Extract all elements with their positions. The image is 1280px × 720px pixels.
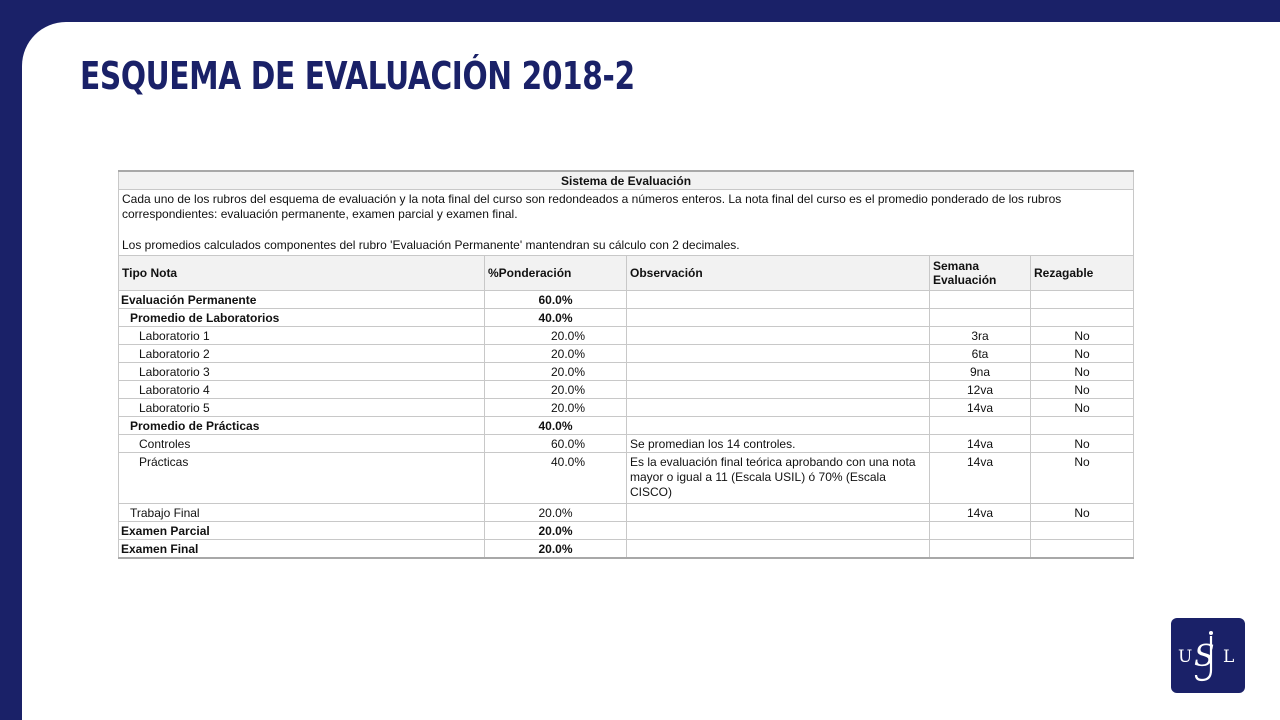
cell-tipo: Promedio de Prácticas <box>119 417 485 435</box>
header-rezagable: Rezagable <box>1031 256 1134 291</box>
usil-logo-mark <box>1171 618 1245 693</box>
cell-semana: 14va <box>930 453 1031 504</box>
cell-semana <box>930 417 1031 435</box>
table-row <box>119 540 1134 559</box>
table-row <box>119 381 1134 399</box>
cell-ponderacion: 40.0% <box>485 453 627 504</box>
cell-observacion <box>627 291 930 309</box>
page-title: ESQUEMA DE EVALUACIÓN 2018-2 <box>80 54 635 98</box>
cell-tipo: Laboratorio 2 <box>119 345 485 363</box>
header-tipo-nota: Tipo Nota <box>119 256 485 291</box>
description-paragraph-2: Los promedios calculados componentes del rubro 'Evaluación Permanente' mantendran su cálculo con 2 decimales. <box>122 238 740 252</box>
cell-semana: 9na <box>930 363 1031 381</box>
cell-tipo: Controles <box>119 435 485 453</box>
cell-observacion: Se promedian los 14 controles. <box>627 435 930 453</box>
table-description-row <box>119 190 1134 256</box>
cell-tipo: Examen Final <box>119 540 485 559</box>
cell-observacion <box>627 363 930 381</box>
cell-semana: 14va <box>930 435 1031 453</box>
cell-semana: 14va <box>930 399 1031 417</box>
cell-observacion <box>627 345 930 363</box>
cell-semana: 14va <box>930 504 1031 522</box>
cell-rezagable <box>1031 522 1134 540</box>
cell-semana: 12va <box>930 381 1031 399</box>
cell-tipo: Promedio de Laboratorios <box>119 309 485 327</box>
table-row <box>119 309 1134 327</box>
cell-tipo: Trabajo Final <box>119 504 485 522</box>
cell-rezagable: No <box>1031 327 1134 345</box>
cell-ponderacion: 60.0% <box>485 435 627 453</box>
header-observacion: Observación <box>627 256 930 291</box>
cell-tipo: Laboratorio 1 <box>119 327 485 345</box>
table-row <box>119 327 1134 345</box>
cell-semana <box>930 291 1031 309</box>
cell-ponderacion: 20.0% <box>485 381 627 399</box>
cell-rezagable: No <box>1031 399 1134 417</box>
cell-ponderacion: 20.0% <box>485 399 627 417</box>
cell-observacion <box>627 327 930 345</box>
cell-rezagable: No <box>1031 504 1134 522</box>
cell-observacion <box>627 417 930 435</box>
cell-rezagable <box>1031 309 1134 327</box>
header-ponderacion: %Ponderación <box>485 256 627 291</box>
usil-logo <box>1171 618 1245 693</box>
cell-ponderacion: 60.0% <box>485 291 627 309</box>
table-description <box>119 190 1134 256</box>
table-row <box>119 417 1134 435</box>
table-row <box>119 435 1134 453</box>
cell-ponderacion: 20.0% <box>485 540 627 559</box>
cell-tipo: Laboratorio 4 <box>119 381 485 399</box>
table-row <box>119 522 1134 540</box>
table-row <box>119 399 1134 417</box>
evaluation-table <box>118 170 1134 559</box>
cell-ponderacion: 40.0% <box>485 309 627 327</box>
cell-observacion <box>627 522 930 540</box>
cell-rezagable: No <box>1031 381 1134 399</box>
cell-observacion <box>627 540 930 559</box>
cell-ponderacion: 20.0% <box>485 522 627 540</box>
cell-observacion <box>627 381 930 399</box>
cell-ponderacion: 20.0% <box>485 327 627 345</box>
cell-tipo: Laboratorio 5 <box>119 399 485 417</box>
svg-text:S: S <box>1194 639 1215 674</box>
cell-rezagable: No <box>1031 453 1134 504</box>
description-paragraph-1: Cada uno de los rubros del esquema de evaluación y la nota final del curso son redondeados a números enteros. La nota final del curso es el promedio ponderado de los rubros correspondientes: evaluación permanente, examen parcial y examen final. <box>122 192 1062 221</box>
table-caption-row <box>119 171 1134 190</box>
cell-observacion: Es la evaluación final teórica aprobando con una nota mayor o igual a 11 (Escala USIL) ó 70% (Escala CISCO) <box>627 453 930 504</box>
cell-ponderacion: 20.0% <box>485 363 627 381</box>
table-row <box>119 345 1134 363</box>
cell-semana <box>930 522 1031 540</box>
cell-ponderacion: 40.0% <box>485 417 627 435</box>
svg-text:L: L <box>1223 647 1235 667</box>
table-row <box>119 453 1134 504</box>
table-row <box>119 291 1134 309</box>
cell-rezagable <box>1031 540 1134 559</box>
cell-semana: 6ta <box>930 345 1031 363</box>
cell-rezagable <box>1031 291 1134 309</box>
cell-ponderacion: 20.0% <box>485 504 627 522</box>
cell-semana: 3ra <box>930 327 1031 345</box>
cell-ponderacion: 20.0% <box>485 345 627 363</box>
cell-rezagable: No <box>1031 345 1134 363</box>
cell-rezagable: No <box>1031 363 1134 381</box>
table-row <box>119 504 1134 522</box>
svg-text:U: U <box>1178 647 1193 667</box>
cell-observacion <box>627 399 930 417</box>
table-row <box>119 363 1134 381</box>
table-header-row <box>119 256 1134 291</box>
cell-rezagable: No <box>1031 435 1134 453</box>
table-caption: Sistema de Evaluación <box>119 171 1134 190</box>
cell-tipo: Prácticas <box>119 453 485 504</box>
cell-observacion <box>627 504 930 522</box>
cell-tipo: Evaluación Permanente <box>119 291 485 309</box>
cell-semana <box>930 309 1031 327</box>
cell-rezagable <box>1031 417 1134 435</box>
cell-observacion <box>627 309 930 327</box>
header-semana-evaluacion: Semana Evaluación <box>930 256 1031 291</box>
cell-tipo: Laboratorio 3 <box>119 363 485 381</box>
cell-semana <box>930 540 1031 559</box>
cell-tipo: Examen Parcial <box>119 522 485 540</box>
